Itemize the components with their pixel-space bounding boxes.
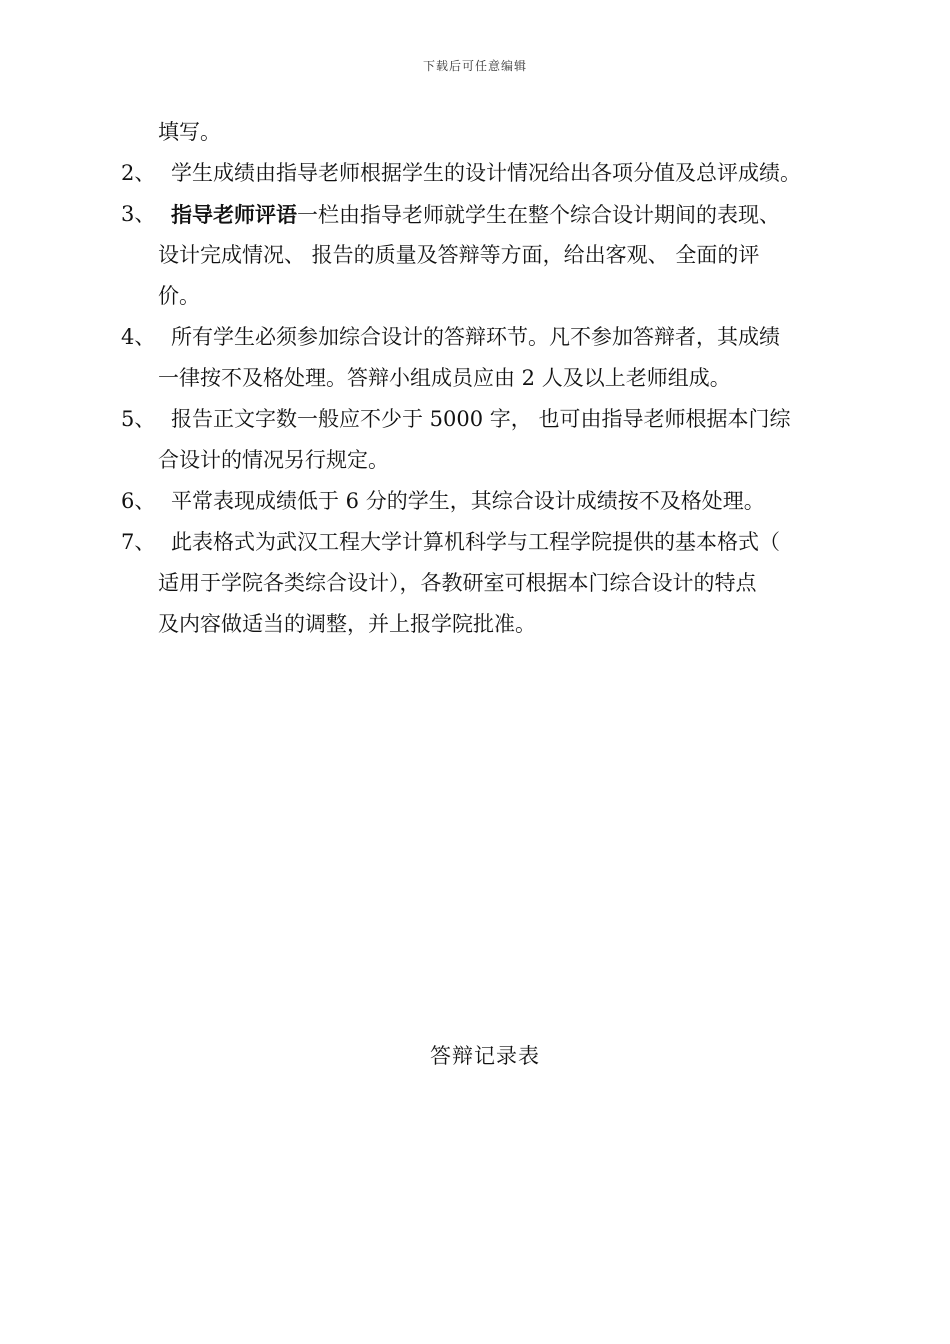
page-header: 下载后可任意编辑: [422, 59, 527, 73]
note-continuation: 一律按不及格处理。答辩小组成员应由 2 人及以上老师组成。: [158, 366, 731, 390]
note-item-4: [121, 317, 861, 358]
note-number: 2、: [121, 161, 156, 185]
note-emphasis: 指导老师评语: [171, 202, 297, 227]
note-continuation: 适用于学院各类综合设计），各教研室可根据本门综合设计的特点: [158, 571, 757, 595]
note-continuation: 价。: [158, 284, 200, 308]
note-text: 平常表现成绩低于 6 分的学生，其综合设计成绩按不及格处理。: [171, 489, 765, 513]
notes-list: [121, 112, 861, 645]
note-number: 5、: [121, 407, 156, 431]
note-item-5: [121, 399, 861, 440]
note-line: [121, 235, 861, 276]
note-continuation: 合设计的情况另行规定。: [158, 448, 389, 472]
note-number: 4、: [121, 325, 156, 349]
note-line: [121, 276, 861, 317]
note-number: 7、: [121, 530, 156, 554]
note-text: 所有学生必须参加综合设计的答辩环节。凡不参加答辩者，其成绩: [171, 325, 780, 349]
note-number: 3、: [121, 202, 156, 226]
note-text: 学生成绩由指导老师根据学生的设计情况给出各项分值及总评成绩。: [171, 161, 801, 185]
note-continuation: 设计完成情况、 报告的质量及答辩等方面，给出客观、 全面的评: [158, 243, 760, 267]
note-item-2: [121, 153, 861, 194]
note-line: [121, 440, 861, 481]
note-text: 此表格式为武汉工程大学计算机科学与工程学院提供的基本格式（: [171, 530, 780, 554]
note-continuation: 及内容做适当的调整，并上报学院批准。: [158, 612, 536, 636]
note-text: [171, 194, 780, 236]
note-text: 报告正文字数一般应不少于 5000 字， 也可由指导老师根据本门综: [171, 407, 791, 431]
note-number: 6、: [121, 489, 156, 513]
note-continuation: 填写。: [158, 120, 221, 144]
note-item-6: [121, 481, 861, 522]
note-line: [121, 358, 861, 399]
note-text-rest: 一栏由指导老师就学生在整个综合设计期间的表现、: [297, 203, 780, 227]
note-line: [121, 112, 861, 153]
note-item-3: [121, 194, 861, 235]
section-title: 答辩记录表: [430, 1044, 540, 1068]
note-line: [121, 604, 861, 645]
note-item-7: [121, 522, 861, 563]
note-line: [121, 563, 861, 604]
